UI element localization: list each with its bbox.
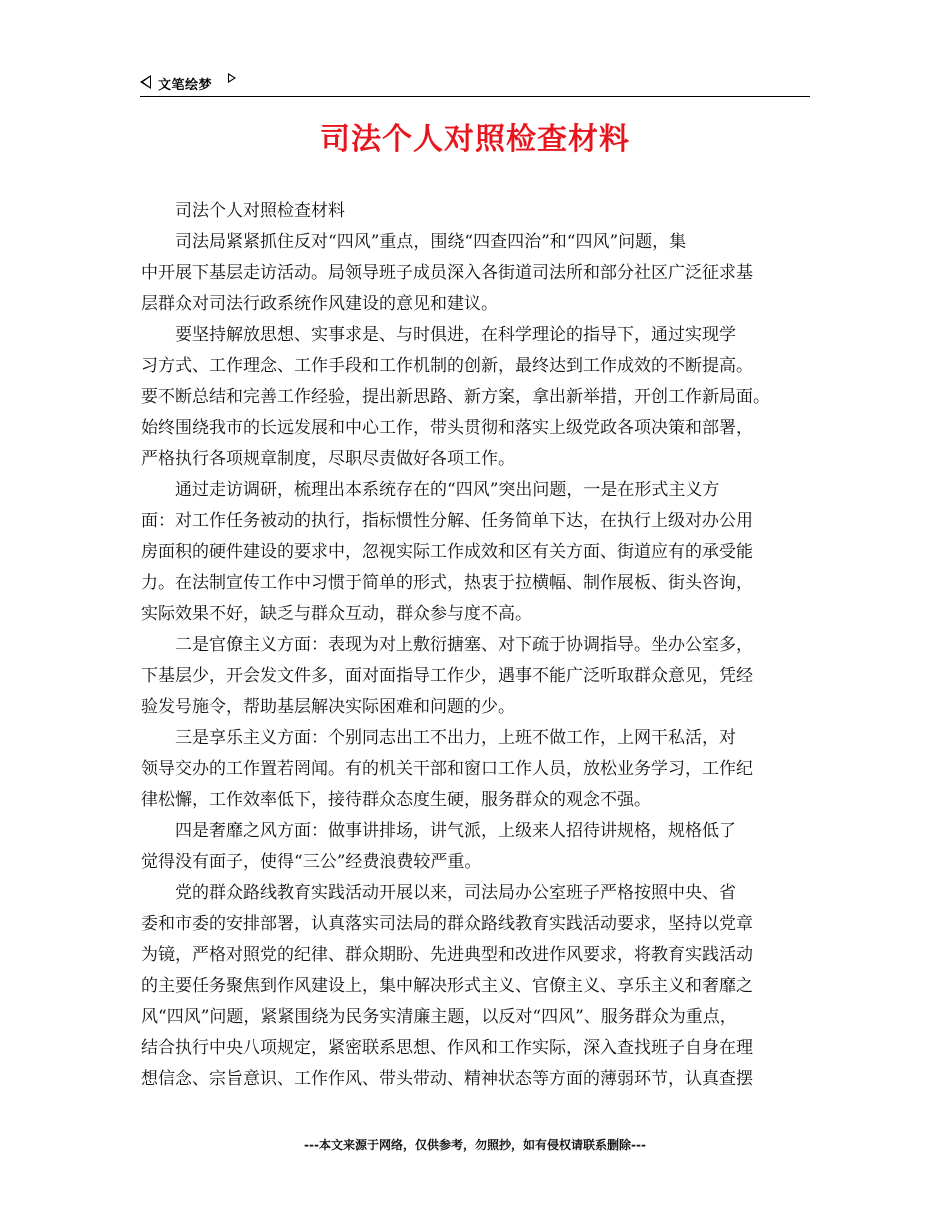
document-body: [141, 196, 813, 1095]
triangle-left-icon: [140, 75, 151, 89]
paragraph: 通过走访调研，梳理出本系统存在的“四风”突出问题，一是在形式主义方 面：对工作任务被动的执行，指标惯性分解、任务简单下达，在执行上级对办公用 房面积的硬件建设的要求中，忽视实际工作成效和区有关方面、街道应有的承受能 力。在法制宣传工作中习惯于简单的形式，热衷于拉横幅、制作展板、街头咨询， 实际效果不好，缺乏与群众互动，群众参与度不高。: [141, 480, 753, 624]
paragraph: 二是官僚主义方面：表现为对上敷衍搪塞、对下疏于协调指导。坐办公室多， 下基层少，开会发文件多，面对面指导工作少，遇事不能广泛听取群众意见，凭经 验发号施令，帮助基层解决实际困难和问题的少。: [141, 635, 753, 717]
paragraph: 四是奢靡之风方面：做事讲排场，讲气派，上级来人招待讲规格，规格低了 觉得没有面子，使得“三公”经费浪费较严重。: [141, 821, 736, 872]
page-header: [140, 70, 810, 97]
paragraph: 要坚持解放思想、实事求是、与时俱进，在科学理论的指导下，通过实现学 习方式、工作理念、工作手段和工作机制的创新，最终达到工作成效的不断提高。 要不断总结和完善工作经验，提出新思路、新方案，拿出新举措，开创工作新局面。 始终围绕我市的长远发展和中心工作，带头贯彻和落实上级党政各项决策和部署， 严格执行各项规章制度，尽职尽责做好各项工作。: [141, 325, 770, 469]
document-title: 司法个人对照检查材料: [320, 122, 630, 157]
paragraph: 三是享乐主义方面：个别同志出工不出力，上班不做工作，上网干私活，对 领导交办的工作置若罔闻。有的机关干部和窗口工作人员，放松业务学习，工作纪 律松懈，工作效率低下，接待群众态度生硬，服务群众的观念不强。: [141, 728, 753, 810]
paragraph: 司法个人对照检查材料: [175, 201, 345, 221]
triangle-right-icon: [228, 73, 236, 83]
brand-label: 文笔绘梦: [158, 78, 213, 93]
paragraph: 司法局紧紧抓住反对“四风”重点，围绕“四查四治”和“四风”问题，集 中开展下基层走访活动。局领导班子成员深入各街道司法所和部分社区广泛征求基 层群众对司法行政系统作风建设的意见和建议。: [141, 232, 753, 314]
paragraph: 党的群众路线教育实践活动开展以来，司法局办公室班子严格按照中央、省 委和市委的安排部署，认真落实司法局的群众路线教育实践活动要求，坚持以党章 为镜，严格对照党的纪律、群众期盼、先进典型和改进作风要求，将教育实践活动 的主要任务聚焦到作风建设上，集中解决形式主义、官僚主义、享乐主义和奢靡之 风“四风”问题，紧紧围绕为民务实清廉主题，以反对“四风”、服务群众为重点， 结合执行中央八项规定，紧密联系思想、作风和工作实际，深入查找班子自身在理 想信念、宗旨意识、工作作风、带头带动、精神状态等方面的薄弱环节，认真查摆: [141, 883, 753, 1089]
page-footer: ---本文来源于网络，仅供参考，勿照抄，如有侵权请联系删除---: [304, 1138, 646, 1152]
